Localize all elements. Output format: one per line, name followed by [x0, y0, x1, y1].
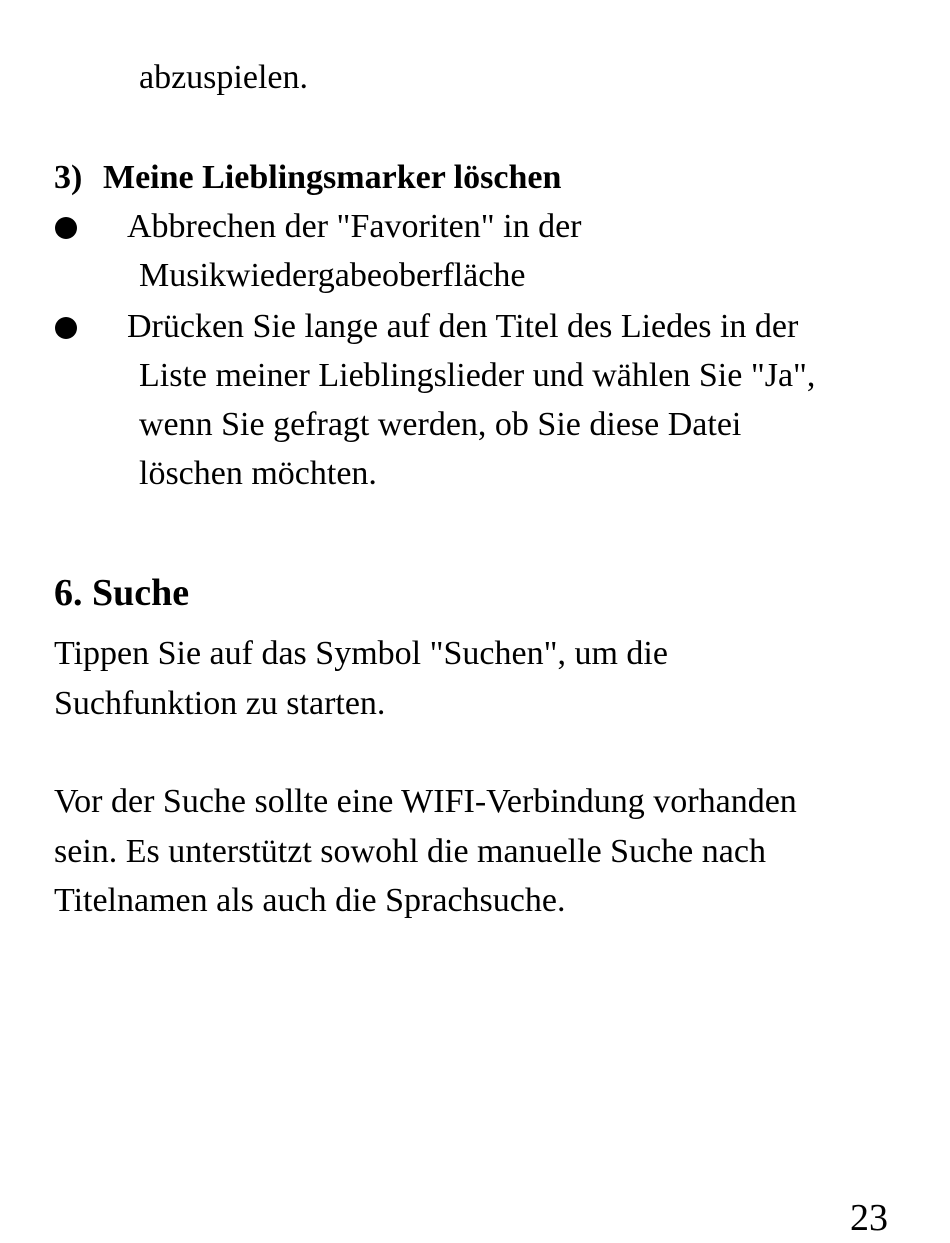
continuation-text: abzuspielen. — [139, 59, 308, 96]
bullet-2-line-2: Liste meiner Lieblingslieder und wählen Sie "Ja", — [139, 357, 816, 394]
paragraph-1-line-1: Tippen Sie auf das Symbol "Suchen", um die — [54, 635, 668, 672]
bullet-icon — [55, 217, 77, 239]
bullet-1-line-2: Musikwiedergabeoberfläche — [139, 257, 526, 294]
bullet-2-line-4: löschen möchten. — [139, 455, 377, 492]
bullet-2-line-1: Drücken Sie lange auf den Titel des Liedes in der — [127, 308, 799, 345]
subsection-title: Meine Lieblingsmarker löschen — [103, 159, 562, 196]
bullet-2-line-3: wenn Sie gefragt werden, ob Sie diese Datei — [139, 406, 742, 443]
paragraph-2-line-1: Vor der Suche sollte eine WIFI-Verbindung vorhanden — [54, 783, 797, 820]
section-title: 6. Suche — [54, 572, 190, 614]
paragraph-2-line-3: Titelnamen als auch die Sprachsuche. — [54, 882, 566, 919]
paragraph-2-line-2: sein. Es unterstützt sowohl die manuelle Suche nach — [54, 833, 766, 870]
paragraph-1-line-2: Suchfunktion zu starten. — [54, 685, 386, 722]
bullet-1-line-1: Abbrechen der "Favoriten" in der — [127, 208, 582, 245]
subsection-number: 3) — [54, 159, 83, 196]
page-number: 23 — [850, 1197, 888, 1239]
bullet-icon — [55, 317, 77, 339]
